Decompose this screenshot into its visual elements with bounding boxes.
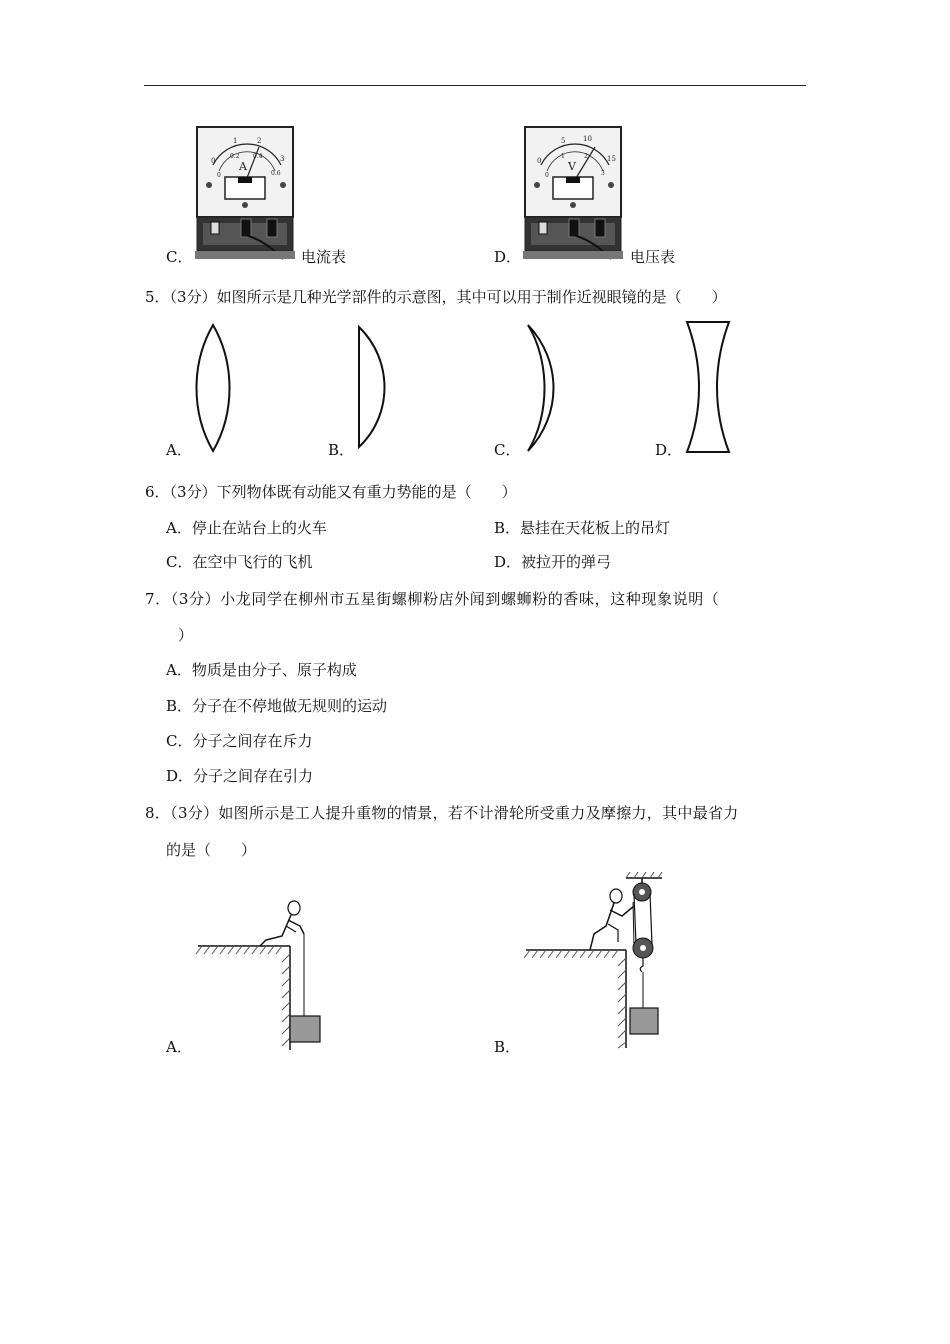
lens-b-planoconvex bbox=[355, 325, 390, 450]
q6-option-d: D．被拉开的弹弓 bbox=[494, 553, 612, 571]
ammeter-top-0: 0 bbox=[211, 157, 216, 165]
q7-option-a: A．物质是由分子、原子构成 bbox=[166, 661, 357, 679]
lens-c-meniscus bbox=[522, 323, 562, 453]
ammeter-top-2: 2 bbox=[257, 137, 262, 145]
voltmeter-top-15: 15 bbox=[607, 155, 616, 163]
ammeter-bottom-0: 0 bbox=[217, 172, 221, 179]
q7-stem-line1: 7．（3分）小龙同学在柳州市五星街螺柳粉店外闻到螺蛳粉的香味，这种现象说明（ bbox=[145, 590, 720, 608]
voltmeter-top-10: 10 bbox=[583, 135, 592, 143]
voltmeter-bottom-2: 2 bbox=[584, 153, 588, 160]
voltmeter-unit: V bbox=[568, 160, 576, 173]
header-rule bbox=[144, 85, 806, 86]
ammeter-top-1: 1 bbox=[233, 137, 238, 145]
q8-option-b: B． bbox=[494, 1038, 521, 1056]
q5-option-b: B． bbox=[328, 441, 355, 459]
voltmeter-top-5: 5 bbox=[561, 137, 566, 145]
q6-stem: 6．（3分）下列物体既有动能又有重力势能的是（ ） bbox=[145, 483, 517, 501]
q7-option-c: C．分子之间存在斥力 bbox=[166, 732, 313, 750]
q7-option-d: D．分子之间存在引力 bbox=[166, 767, 314, 785]
q8-option-a: A． bbox=[166, 1038, 192, 1056]
ammeter-top-3: 3 bbox=[280, 155, 285, 163]
q4-option-d-letter: D． bbox=[494, 248, 522, 266]
q7-option-b: B．分子在不停地做无规则的运动 bbox=[166, 697, 388, 715]
q5-option-c: C． bbox=[494, 441, 521, 459]
q8-stem-line2: 的是（ ） bbox=[166, 841, 257, 859]
ammeter-bottom-2: 0.4 bbox=[253, 153, 263, 160]
pulley-figure-a bbox=[196, 890, 326, 1055]
voltmeter-bottom-3: 3 bbox=[601, 170, 605, 177]
ammeter-bottom-1: 0.2 bbox=[230, 153, 240, 160]
voltmeter-bottom-0: 0 bbox=[545, 172, 549, 179]
voltmeter-figure bbox=[523, 125, 625, 265]
voltmeter-bottom-1: 1 bbox=[561, 153, 565, 160]
q4-option-c-caption: 电流表 bbox=[301, 248, 347, 266]
ammeter-figure bbox=[195, 125, 297, 265]
q5-stem: 5．（3分）如图所示是几种光学部件的示意图，其中可以用于制作近视眼镜的是（ ） bbox=[145, 288, 727, 306]
ammeter-bottom-3: 0.6 bbox=[271, 170, 281, 177]
q4-option-c-letter: C． bbox=[166, 248, 193, 266]
q8-stem-line1: 8．（3分）如图所示是工人提升重物的情景，若不计滑轮所受重力及摩擦力，其中最省力 bbox=[145, 804, 739, 822]
q6-option-c: C．在空中飞行的飞机 bbox=[166, 553, 313, 571]
q5-option-d: D． bbox=[655, 441, 683, 459]
q6-option-b: B．悬挂在天花板上的吊灯 bbox=[494, 519, 671, 537]
q6-option-a: A．停止在站台上的火车 bbox=[166, 519, 327, 537]
lens-a-biconvex bbox=[195, 323, 235, 453]
pulley-figure-b bbox=[522, 872, 672, 1052]
voltmeter-top-0: 0 bbox=[537, 157, 542, 165]
ammeter-unit: A bbox=[239, 160, 247, 173]
q4-option-d-caption: 电压表 bbox=[630, 248, 676, 266]
q7-stem-line2: ） bbox=[178, 626, 194, 644]
q5-option-a: A． bbox=[166, 441, 192, 459]
lens-d-biconcave bbox=[683, 320, 733, 455]
